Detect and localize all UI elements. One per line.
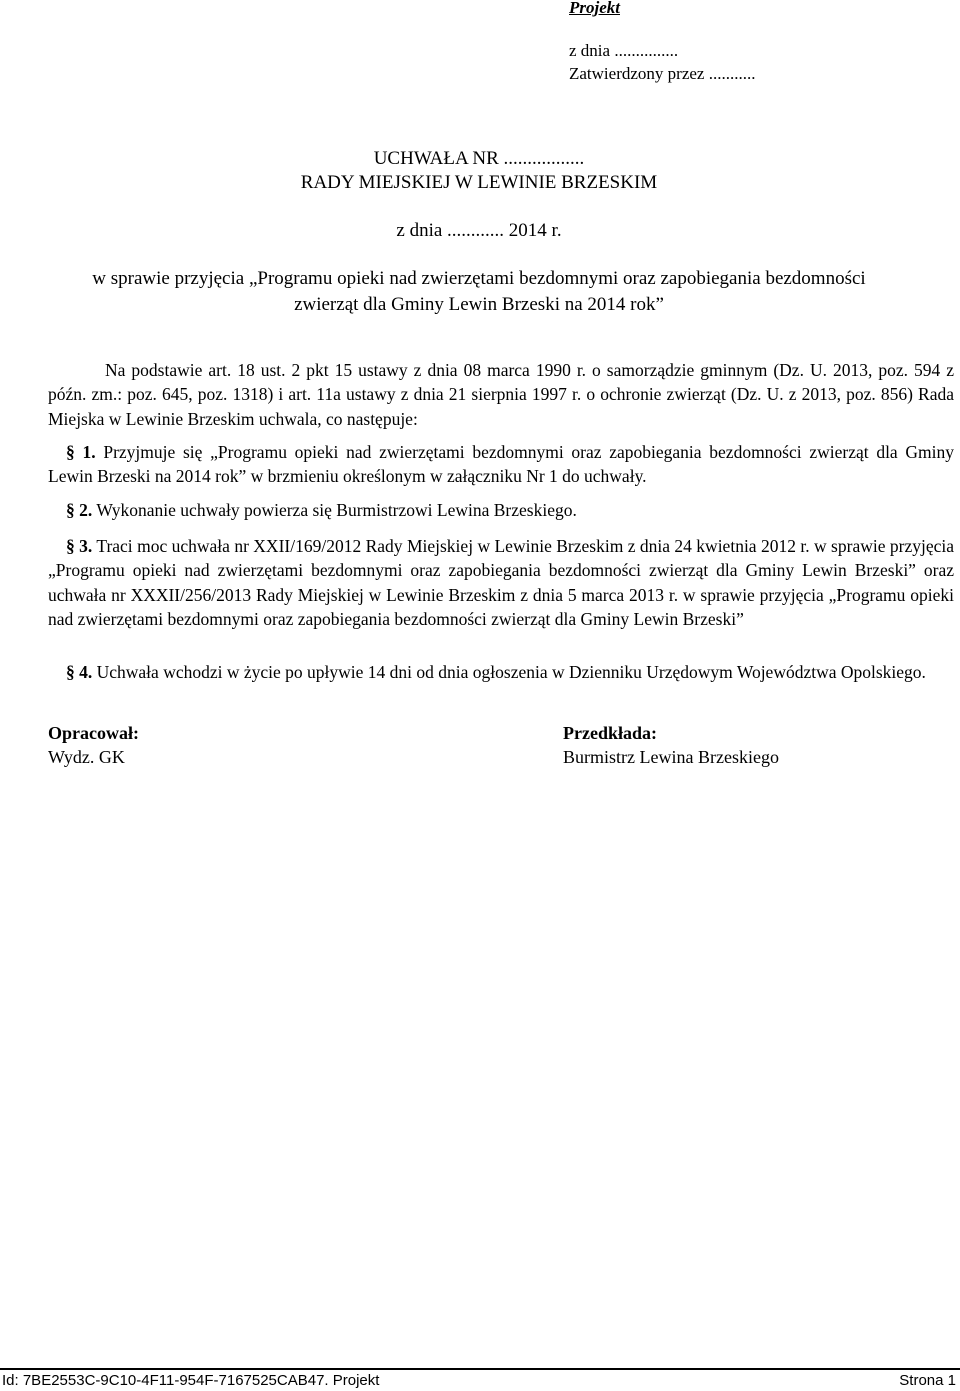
resolution-subject-line-1: w sprawie przyjęcia „Programu opieki nad zwierzętami bezdomnymi oraz zapobiegania bezdomności <box>92 268 866 289</box>
preamble <box>48 358 954 431</box>
resolution-date: z dnia ............ 2014 r. <box>396 220 562 241</box>
section-4-text: Uchwała wchodzi w życie po upływie 14 dni od dnia ogłoszenia w Dzienniku Urzędowym Województwa Opolskiego. <box>96 662 926 682</box>
section-3 <box>48 534 954 631</box>
preamble-text: Na podstawie art. 18 ust. 2 pkt 15 ustawy z dnia 08 marca 1990 r. o samorządzie gminnym (Dz. U. 2013, poz. 594 z późn. zm.: poz. 645, poz. 1318) i art. 11a ustawy z dnia 21 sierpnia 1997 r. o ochronie zwierząt (Dz. U. z 2013, poz. 856) Rada Miejska w Lewinie Brzeskim uchwala, co następuje: <box>48 360 954 429</box>
section-2-mark: § 2. <box>66 500 93 520</box>
document-id: Id: 7BE2553C-9C10-4F11-954F-7167525CAB47. Projekt <box>2 1372 380 1389</box>
projekt-label: Projekt <box>569 0 620 17</box>
submitted-by-label: Przedkłada: <box>563 723 657 743</box>
section-3-text: Traci moc uchwała nr XXII/169/2012 Rady Miejskiej w Lewinie Brzeskim z dnia 24 kwietnia 2012 r. w sprawie przyjęcia „Programu opieki nad zwierzętami bezdomnymi oraz zapobiegania bezdomności zwierząt dla Gminy Lewin Brzeski” oraz uchwała nr XXXII/256/2013 Rady Miejskiej w Lewinie Brzeskim z dnia 5 marca 2013 r. w sprawie przyjęcia „Programu opieki nad zwierzętami bezdomnymi oraz zapobiegania bezdomności zwierząt dla Gminy Lewin Brzeski” <box>48 536 955 629</box>
section-2-text: Wykonanie uchwały powierza się Burmistrzowi Lewina Brzeskiego. <box>96 500 577 520</box>
section-3-mark: § 3. <box>66 536 93 556</box>
prepared-by-label: Opracował: <box>48 723 139 743</box>
resolution-subject-line-2: zwierząt dla Gminy Lewin Brzeski na 2014 rok” <box>294 294 664 315</box>
section-1 <box>48 440 954 489</box>
section-2 <box>48 498 954 522</box>
date-line: z dnia ............... <box>569 41 679 60</box>
approved-line: Zatwierdzony przez ........... <box>569 64 756 83</box>
submitted-by-value: Burmistrz Lewina Brzeskiego <box>563 747 779 767</box>
prepared-by-value: Wydz. GK <box>48 747 125 767</box>
footer-divider <box>0 1368 960 1370</box>
section-4-mark: § 4. <box>66 662 93 682</box>
section-1-mark: § 1. <box>66 442 96 462</box>
page-number: Strona 1 <box>899 1372 956 1389</box>
section-1-text: Przyjmuje się „Programu opieki nad zwierzętami bezdomnymi oraz zapobiegania bezdomności zwierząt dla Gminy Lewin Brzeski na 2014 rok” w brzmieniu określonym w załączniku Nr 1 do uchwały. <box>48 442 955 487</box>
resolution-number: UCHWAŁA NR ................. <box>373 148 585 169</box>
council-name: RADY MIEJSKIEJ W LEWINIE BRZESKIM <box>300 172 658 193</box>
section-4 <box>48 660 954 684</box>
